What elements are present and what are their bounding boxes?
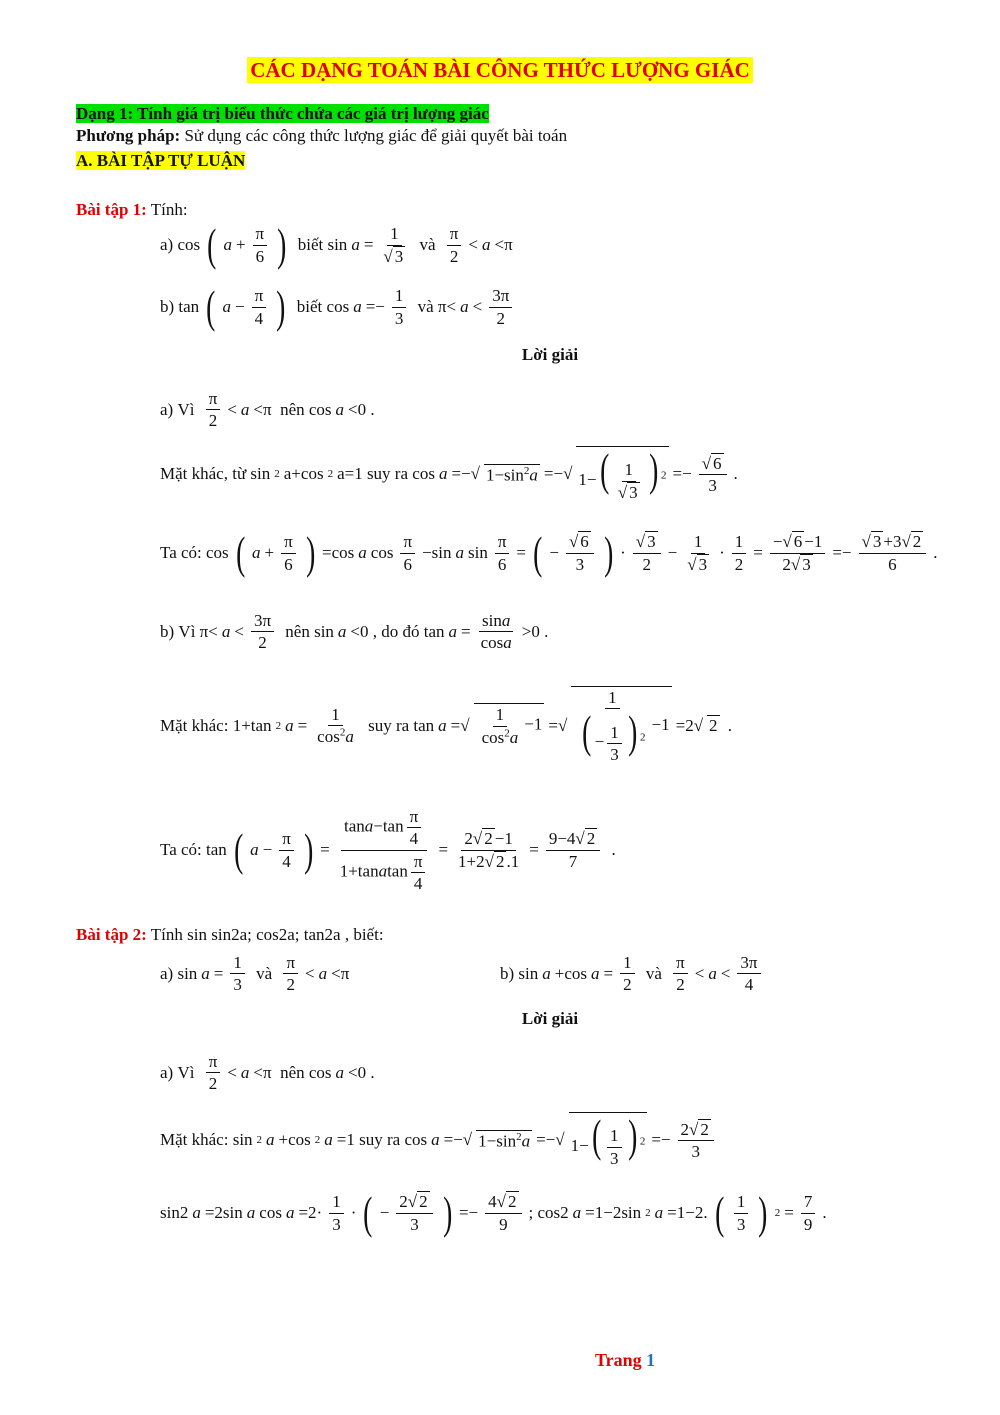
sol1-a-line1: a) Vì $\frac{\pi}{2}$ < a <π nên cos a <0 . [160,389,375,431]
loi-giai-2: Lời giải [521,1009,579,1028]
bai-tap-1: Bài tập 1: Tính: [76,200,188,219]
section-a-heading: A. BÀI TẬP TỰ LUẬN [76,151,246,170]
sol2-a-line2: Mặt khác: sin 2 a +cos 2 a =1 suy ra cos a =−√ $1-\sin^2a$ =−√ 1−( $\frac{1}{3}$ ) $^2$ =− $\frac{2√ 2}{3}$ [160,1112,717,1169]
loi-giai-1: Lời giải [521,345,579,364]
sol1-a-line3: Ta có: cos ( a + $\frac{\pi}{6}$ ) =cos a cos $\frac{\pi}{6}$ −sin a sin $\frac{\pi}{6}$ = ( − $\frac{√ 6}{3}$ ) · $\frac{√ 3}{2}$ − $\frac{1}{√ 3}$ · $\frac{1}{2}$ = $\frac{-√ 6 -1}{2√ 3}$ =− $\frac{√ 3 +3√ 2}{6}$ . [160,527,938,578]
bt2-part-a: a) sin a = $\frac{1}{3}$ và $\frac{\pi}{2}$ < a <π [160,953,350,995]
sol2-a-line1: a) Vì $\frac{\pi}{2}$ < a <π nên cos a <0 . [160,1052,375,1094]
sol1-b-line3: Ta có: tan ( a − $\frac{\pi}{4}$ ) = tana−tan $\frac{\pi}{4}$ 1+tanatan $\frac{\pi}{4}$ = $\frac{2√ 2 -1}{1+2√ 2 .1}$ = $\frac{9-4√ 2}{7}$ . [160,807,616,893]
dang-1-heading: Dạng 1: Tính giá trị biểu thức chứa các giá trị lượng giác [76,104,489,123]
phuong-phap: Phương pháp: Sử dụng các công thức lượng giác để giải quyết bài toán [76,126,568,145]
sol1-b-line2: Mặt khác: 1+tan 2 a = $\frac{1}{\cos^2a}$ suy ra tan a =√ $\frac{1}{\cos^2a}$ −1 =√ 1 ( − $\frac{1}{3}$ ) $^2$ −1 =2√ 2 . [160,688,733,764]
bt1-part-a: a) cos ( a + $\frac{\pi}{6}$ ) biết sin a = $\frac{1}{√ 3}$ và $\frac{\pi}{2}$ < a <π [160,219,513,270]
page-title: CÁC DẠNG TOÁN BÀI CÔNG THỨC LƯỢNG GIÁC [0,58,1000,83]
sol2-a-line3: sin2 a =2sin a cos a =2· $\frac{1}{3}$ · ( − $\frac{2√ 2}{3}$ ) =− $\frac{4√ 2}{9}$ ; cos2 a =1−2sin 2 a =1−2. ( $\frac{1}{3}$ ) 2 = $\frac{7}{9}$ . [160,1187,827,1238]
page-footer: Trang 1 [595,1350,656,1370]
bt1-part-b: b) tan ( a − $\frac{\pi}{4}$ ) biết cos a =− $\frac{1}{3}$ và π< a < $\frac{3\pi}{2}$ [160,284,515,330]
bt2-part-b: b) sin a +cos a = $\frac{1}{2}$ và $\frac{\pi}{2}$ < a < $\frac{3\pi}{4}$ [500,952,764,996]
bai-tap-2: Bài tập 2: Tính sin sin2a; cos2a; tan2a , biết: [76,925,384,944]
sol1-a-line2: Mặt khác, từ sin 2 a+cos 2 a=1 suy ra cos a =−√ $1-\sin^2a$ =−√ 1−( $\frac{1}{√ 3}$ ) $^2$ =− $\frac{√ 6}{3}$ . [160,444,738,502]
sol1-b-line1: b) Vì π< a < $\frac{3\pi}{2}$ nên sin a <0 , do đó tan a = $\frac{\sin a}{\cos a}$ >0 . [160,611,549,653]
